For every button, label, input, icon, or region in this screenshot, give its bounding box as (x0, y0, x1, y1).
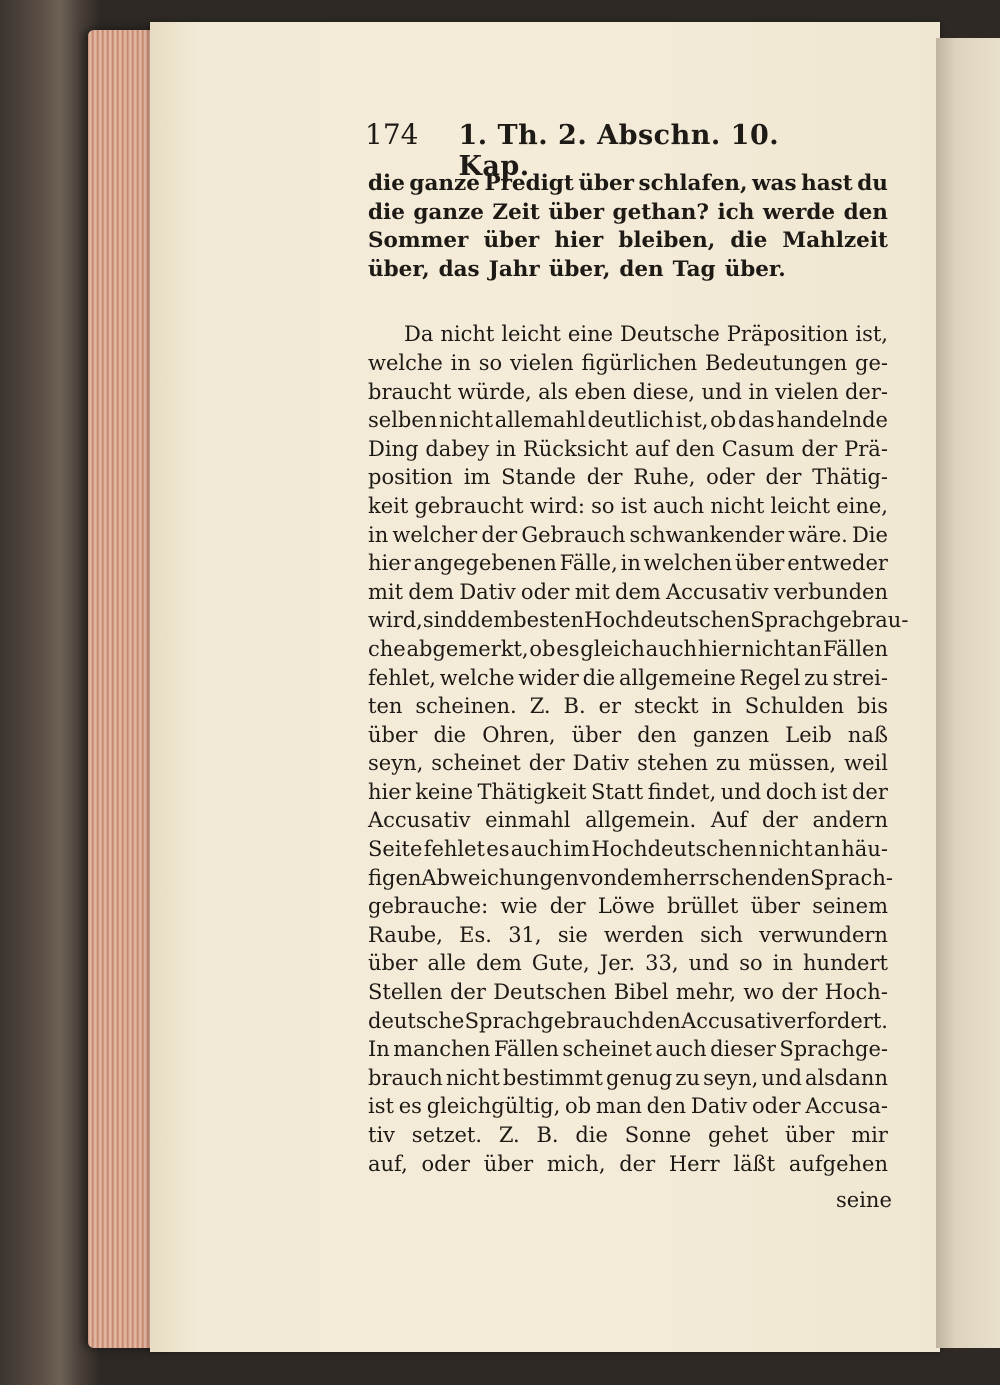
text-line: mit dem Dativ oder mit dem Accusativ verbunden (368, 579, 888, 604)
text-line: ist es gleichgültig, ob man den Dativ oder Accusa- (368, 1094, 888, 1119)
paragraph-1 (368, 170, 888, 284)
text-line: hier angegebenen Fälle, in welchen über entweder (368, 551, 888, 576)
catchword: seine (836, 1188, 892, 1212)
text-line: gebrauche: wie der Löwe brüllet über seinem (368, 894, 888, 919)
text-line: selben nicht allemahl deutlich ist, ob das handelnde (368, 408, 888, 433)
text-line: über alle dem Gute, Jer. 33, und so in hundert (368, 951, 888, 976)
text-line: figen Abweichungen von dem herrschenden Sprach- (368, 865, 893, 890)
body-text (368, 170, 909, 1178)
text-line: über, das Jahr über, den Tag über. (368, 256, 786, 282)
text-line: Da nicht leicht eine Deutsche Präposition ist, (404, 322, 888, 347)
paragraph-gap (368, 284, 888, 320)
text-line: tiv setzet. Z. B. die Sonne gehet über mir (368, 1123, 888, 1147)
text-line: welche in so vielen figürlichen Bedeutungen ge- (368, 350, 888, 375)
text-line: die ganze Zeit über gethan? ich werde den (368, 199, 888, 225)
text-line: fehlet, welche wider die allgemeine Regel zu strei- (368, 665, 888, 690)
text-line: Seite fehlet es auch im Hochdeutschen nicht an häu- (368, 837, 888, 862)
text-line: keit gebraucht wird: so ist auch nicht leicht eine, (368, 493, 888, 518)
text-line: In manchen Fällen scheinet auch dieser Sprachge- (368, 1037, 888, 1062)
text-line: Sommer über hier bleiben, die Mahlzeit (368, 228, 888, 254)
paragraph-2 (368, 320, 909, 1178)
facing-page-edge (936, 38, 1000, 1348)
text-line: auf, oder über mich, der Herr läßt aufgehen (368, 1151, 888, 1176)
text-line: che abgemerkt, ob es gleich auch hier nicht an Fällen (368, 636, 888, 661)
text-line: braucht würde, als eben diese, und in vielen der- (368, 379, 888, 404)
text-line: deutsche Sprachgebrauch den Accusativ erfordert. (368, 1008, 888, 1033)
text-line: ten scheinen. Z. B. er steckt in Schulden bis (368, 694, 888, 719)
text-line: brauch nicht bestimmt genug zu seyn, und alsdann (368, 1065, 888, 1090)
text-line: Raube, Es. 31, sie werden sich verwundern (368, 922, 888, 947)
text-line: Ding dabey in Rücksicht auf den Casum der Prä- (368, 436, 888, 461)
running-head (365, 118, 785, 182)
text-line: wird, sind dem besten Hochdeutschen Sprachgebrau- (368, 608, 909, 633)
page-number: 174 (365, 118, 419, 151)
text-line: hier keine Thätigkeit Statt findet, und doch ist der (368, 779, 888, 804)
text-line: die ganze Predigt über schlafen, was hast du (368, 171, 888, 196)
text-line: position im Stande der Ruhe, oder der Thätig- (368, 465, 888, 490)
text-line: über die Ohren, über den ganzen Leib naß (368, 722, 888, 747)
text-line: seyn, scheinet der Dativ stehen zu müssen, weil (368, 751, 888, 776)
chapter-reference: 1. Th. 2. Abschn. 10. Kap. (458, 120, 780, 182)
text-line: Stellen der Deutschen Bibel mehr, wo der Hoch- (368, 980, 888, 1005)
text-line: Accusativ einmahl allgemein. Auf der andern (368, 808, 888, 833)
text-line: in welcher der Gebrauch schwankender wäre. Die (368, 522, 888, 547)
